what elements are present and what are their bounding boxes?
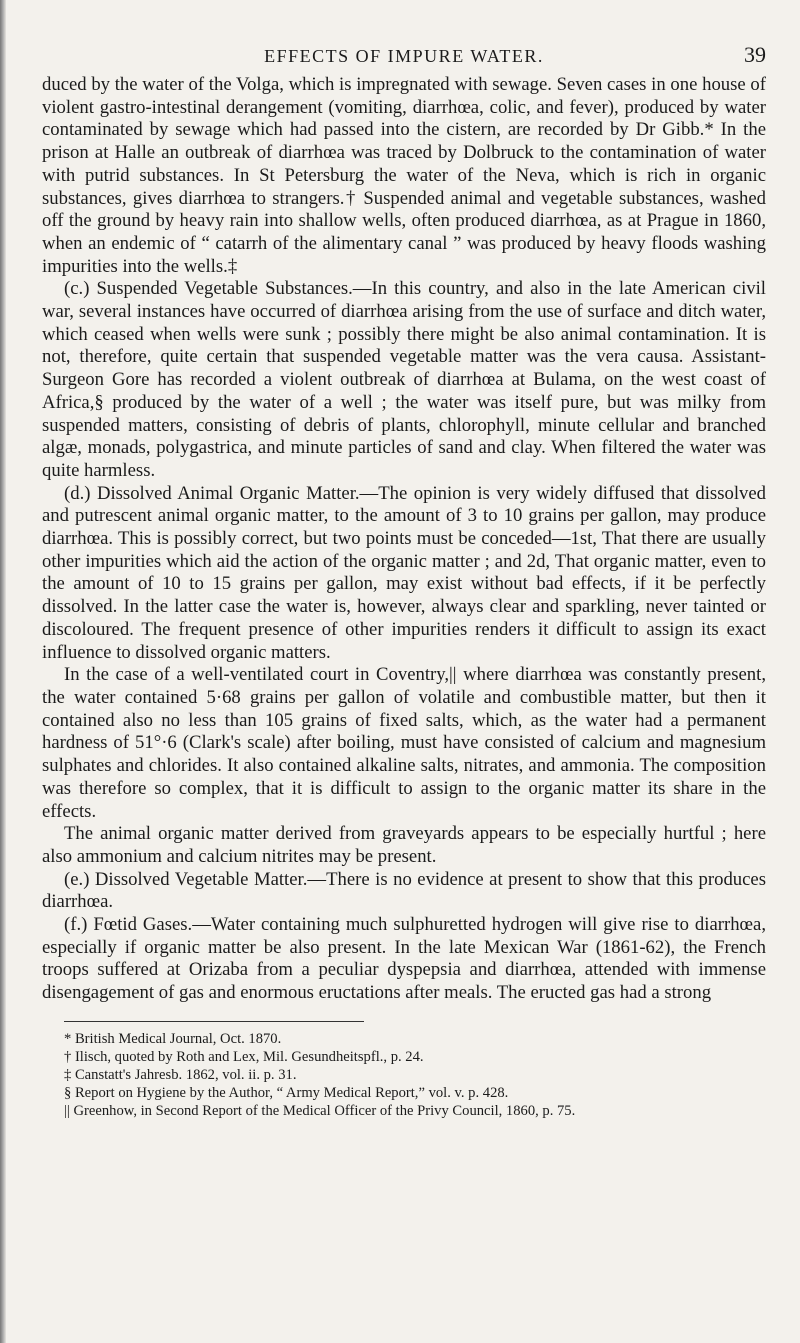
- paragraph-coventry: In the case of a well-ventilated court in Coventry,|| where diarrhœa was constantly present, the water contained 5·68 grains per gallon of volatile and combustible matter, but then it contained also no less than 105 grains of fixed salts, which, as the water had a permanent hardness of 51°·6 (Clark's scale) after boiling, must have consisted of calcium and magnesium sulphates and chlorides. It also contained alkaline salts, nitrates, and ammonia. The composition was therefore so complex, that it is difficult to assign to the organic matter its share in the effects.: [42, 664, 766, 822]
- book-page: [42, 40, 766, 1120]
- footnote: † Ilisch, quoted by Roth and Lex, Mil. Gesundheitspfl., p. 24.: [64, 1048, 424, 1065]
- running-header: [42, 40, 766, 74]
- paragraph-suspended-vegetable: (c.) Suspended Vegetable Substances.—In this country, and also in the late American civil war, several instances have occurred of diarrhœa arising from the use of surface and ditch water, which ceased when wells were sunk ; possibly there might be also animal contamination. It is not, therefore, quite certain that suspended vegetable matter was the vera causa. Assistant-Surgeon Gore has recorded a violent outbreak of diarrhœa at Bulama, on the west coast of Africa,§ produced by the water of a well ; the water was itself pure, but was milky from suspended matters, consisting of debris of plants, chlorophyll, minute cellular and branched algæ, monads, polygastrica, and minute particles of sand and clay. When filtered the water was quite harmless.: [42, 278, 766, 481]
- footnote-rule: [64, 1021, 364, 1022]
- footnote: * British Medical Journal, Oct. 1870.: [64, 1030, 282, 1047]
- page-number: 39: [744, 42, 766, 67]
- footnote: § Report on Hygiene by the Author, “ Army Medical Report,” vol. v. p. 428.: [64, 1084, 509, 1101]
- footnote: || Greenhow, in Second Report of the Medical Officer of the Privy Council, 1860, p. 75.: [64, 1102, 576, 1119]
- paragraph-foetid-gases: (f.) Fœtid Gases.—Water containing much sulphuretted hydrogen will give rise to diarrhœa, especially if organic matter be also present. In the late Mexican War (1861-62), the French troops suffered at Orizaba from a peculiar dyspepsia and diarrhœa, attended with immense disengagement of gas and enormous eructations after meals. The eructed gas had a strong: [42, 914, 766, 1004]
- paragraph-continuation: duced by the water of the Volga, which is impregnated with sewage. Seven cases in one house of violent gastro-intestinal derangement (vomiting, diarrhœa, colic, and fever), produced by water contaminated by sewage which had passed into the cistern, are recorded by Dr Gibb.* In the prison at Halle an outbreak of diarrhœa was traced by Dolbruck to the contamination of water with putrid substances. In St Petersburg the water of the Neva, which is rich in organic substances, gives diarrhœa to strangers.† Suspended animal and vegetable substances, washed off the ground by heavy rain into shallow wells, often produced diarrhœa, as at Prague in 1860, when an endemic of “ catarrh of the alimentary canal ” was produced by heavy floods washing impurities into the wells.‡: [42, 74, 766, 277]
- paragraph-dissolved-animal: (d.) Dissolved Animal Organic Matter.—The opinion is very widely diffused that dissolved and putrescent animal organic matter, to the amount of 3 to 10 grains per gallon, may produce diarrhœa. This is possibly correct, but two points must be conceded—1st, That there are usually other impurities which aid the action of the organic matter ; and 2d, That organic matter, even to the amount of 10 to 15 grains per gallon, may exist without bad effects, if it be perfectly dissolved. In the latter case the water is, however, always clear and sparkling, never tainted or discoloured. The frequent presence of other impurities renders it difficult to assign its exact influence to dissolved organic matters.: [42, 482, 766, 663]
- paragraph-graveyards: The animal organic matter derived from graveyards appears to be especially hurtful ; here also ammonium and calcium nitrites may be present.: [42, 823, 766, 867]
- body-text: [42, 74, 766, 1005]
- footnotes: [42, 1030, 766, 1120]
- page-binding-edge: [0, 0, 6, 1343]
- footnote: ‡ Canstatt's Jahresb. 1862, vol. ii. p. 31.: [64, 1066, 297, 1083]
- running-title: EFFECTS OF IMPURE WATER.: [264, 46, 544, 66]
- paragraph-dissolved-vegetable: (e.) Dissolved Vegetable Matter.—There is no evidence at present to show that this produces diarrhœa.: [42, 868, 766, 913]
